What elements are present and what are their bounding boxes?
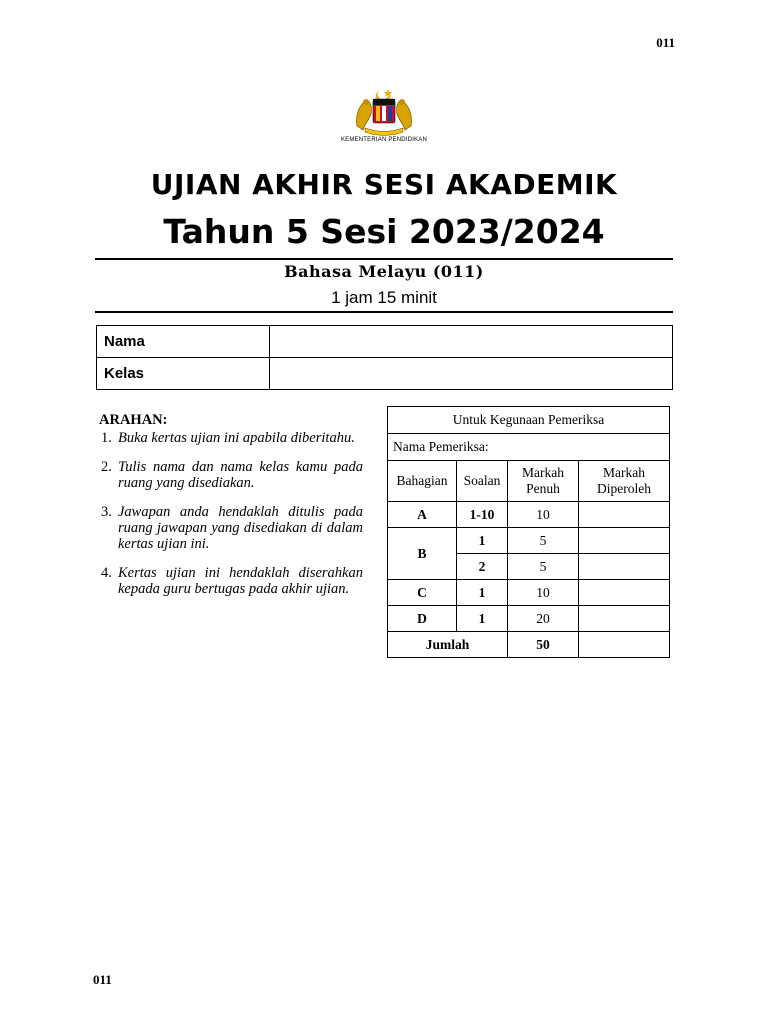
instruction-text: Buka kertas ujian ini apabila diberitahu. (118, 430, 355, 446)
page-code-top: 011 (656, 35, 675, 50)
section-cell: A (388, 502, 457, 528)
instruction-item (99, 504, 363, 552)
student-info-table (96, 325, 673, 390)
coat-of-arms-logo (0, 86, 768, 136)
instruction-item (99, 565, 363, 597)
header-obtained-marks: Markah Diperoleh (579, 461, 670, 502)
section-cell: D (388, 606, 457, 632)
divider-top (95, 258, 673, 260)
total-row (388, 632, 670, 658)
coat-of-arms-icon (349, 86, 419, 136)
name-label: Nama (97, 326, 270, 358)
ministry-name: KEMENTERIAN PENDIDIKAN (340, 137, 428, 143)
total-obtained-marks[interactable] (579, 632, 670, 658)
examiner-name-label: Nama Pemeriksa: (388, 434, 670, 461)
instructions (99, 412, 363, 610)
obtained-marks-cell[interactable] (579, 606, 670, 632)
instruction-text: Kertas ujian ini hendaklah diserahkan kepada guru bertugas pada akhir ujian. (118, 565, 363, 597)
instruction-item (99, 430, 363, 446)
obtained-marks-cell[interactable] (579, 502, 670, 528)
full-marks-cell: 10 (508, 580, 579, 606)
instruction-text: Jawapan anda hendaklah ditulis pada ruang jawapan yang disediakan di dalam kertas ujian ini. (118, 504, 363, 552)
full-marks-cell: 5 (508, 528, 579, 554)
obtained-marks-cell[interactable] (579, 528, 670, 554)
table-row (388, 580, 670, 606)
question-cell: 1 (457, 580, 508, 606)
instruction-number: 4. (101, 565, 112, 581)
column-headers (388, 461, 670, 502)
question-cell: 1 (457, 528, 508, 554)
section-cell: B (388, 528, 457, 580)
full-marks-cell: 20 (508, 606, 579, 632)
question-cell: 1 (457, 606, 508, 632)
class-row (97, 358, 673, 390)
table-row (388, 502, 670, 528)
full-marks-cell: 5 (508, 554, 579, 580)
exam-title: UJIAN AKHIR SESI AKADEMIK (150, 168, 618, 201)
question-cell: 2 (457, 554, 508, 580)
instruction-number: 2. (101, 459, 112, 475)
page-code-bottom: 011 (93, 972, 112, 987)
examiner-table-title-row (388, 407, 670, 434)
examiner-marks-table (387, 406, 670, 658)
obtained-marks-cell[interactable] (579, 580, 670, 606)
header-full-marks: Markah Penuh (508, 461, 579, 502)
name-field[interactable] (270, 326, 673, 358)
table-row (388, 606, 670, 632)
class-field[interactable] (270, 358, 673, 390)
instruction-number: 3. (101, 504, 112, 520)
section-cell: C (388, 580, 457, 606)
header-section: Bahagian (388, 461, 457, 502)
total-label: Jumlah (388, 632, 508, 658)
full-marks-cell: 10 (508, 502, 579, 528)
exam-duration: 1 jam 15 minit (331, 288, 437, 307)
instruction-text: Tulis nama dan nama kelas kamu pada ruang yang disediakan. (118, 459, 363, 491)
question-cell: 1-10 (457, 502, 508, 528)
table-row (388, 528, 670, 554)
obtained-marks-cell[interactable] (579, 554, 670, 580)
divider-bottom (95, 311, 673, 313)
subject-title: Bahasa Melayu (011) (284, 262, 484, 281)
instruction-number: 1. (101, 430, 112, 446)
name-row (97, 326, 673, 358)
instruction-item (99, 459, 363, 491)
header-question: Soalan (457, 461, 508, 502)
total-full-marks: 50 (508, 632, 579, 658)
examiner-table-title: Untuk Kegunaan Pemeriksa (388, 407, 670, 434)
examiner-name-row (388, 434, 670, 461)
class-label: Kelas (97, 358, 270, 390)
exam-year: Tahun 5 Sesi 2023/2024 (163, 212, 605, 251)
instructions-list (99, 430, 363, 597)
instructions-heading: ARAHAN: (99, 412, 168, 428)
